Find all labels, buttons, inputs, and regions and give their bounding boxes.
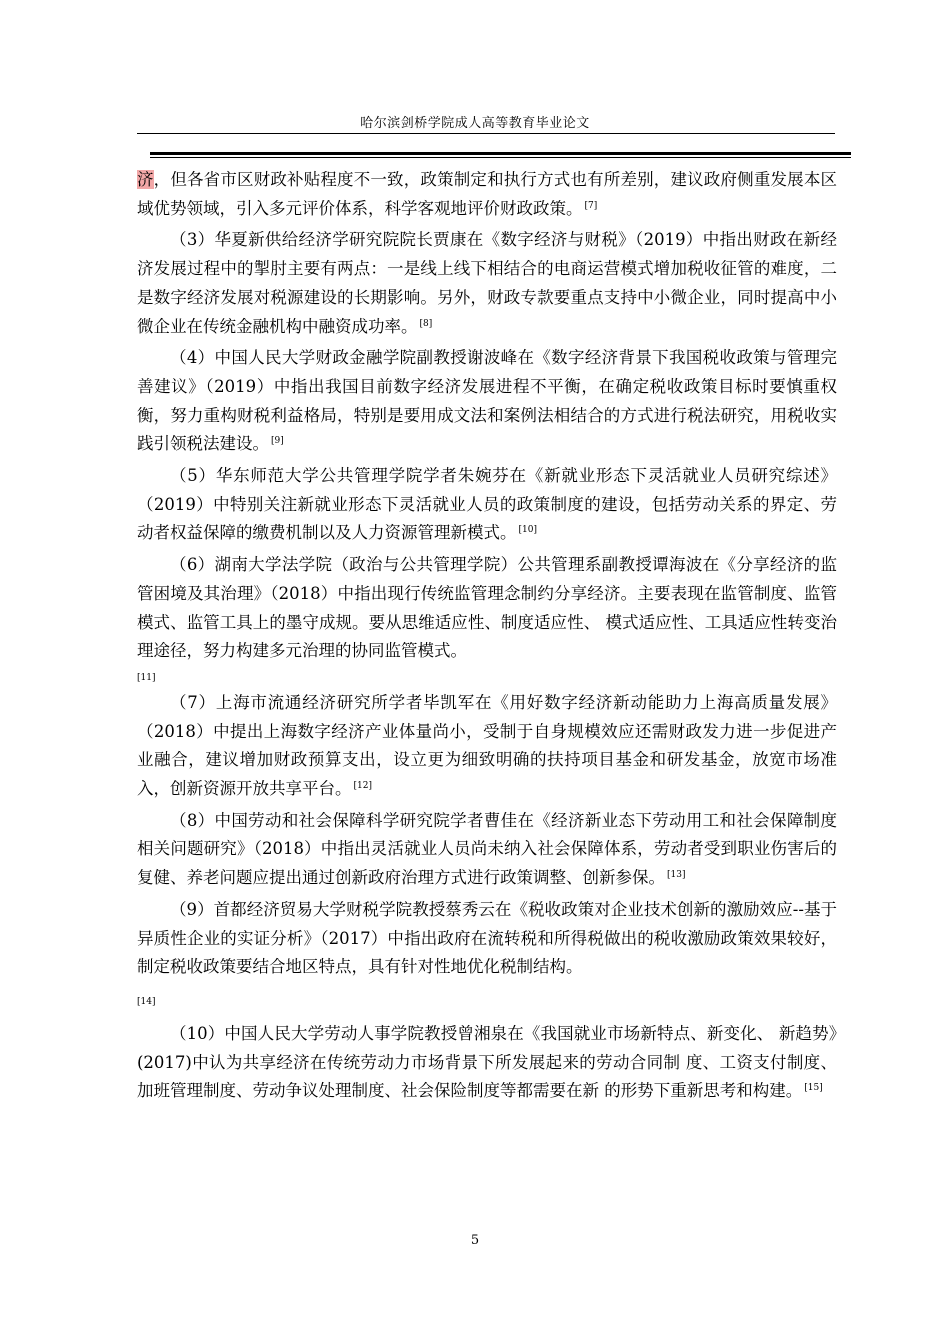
citation-ref: [12] xyxy=(353,781,372,792)
body-text xyxy=(137,166,837,1106)
paragraph-5 xyxy=(137,462,837,548)
paragraph-text: （10）中国人民大学劳动人事学院教授曾湘泉在《我国就业市场新特点、新变化、 新趋势》(2017)中认为共享经济在传统劳动力市场背景下所发展起来的劳动合同制 度、工资支付制度、加班管理制度、劳动争议处理制度、社会保险制度等都需要在新 的形势下重新思考和构建。 xyxy=(137,1023,837,1101)
paragraph-text: （8）中国劳动和社会保障科学研究院学者曹佳在《经济新业态下劳动用工和社会保障制度相关问题研究》（2018）中指出灵活就业人员尚未纳入社会保障体系，劳动者受到职业伤害后的复健、养老问题应提出通过创新政府治理方式进行政策调整、创新参保。 xyxy=(137,810,837,888)
paragraph-text: （4）中国人民大学财政金融学院副教授谢波峰在《数字经济背景下我国税收政策与管理完善建议》（2019）中指出我国目前数字经济发展进程不平衡，在确定税收政策目标时要慎重权衡，努力重构财税利益格局，特别是要用成文法和案例法相结合的方式进行税法研究，用税收实践引领税法建设。 xyxy=(137,348,837,454)
citation-ref: [11] xyxy=(137,672,156,683)
paragraph-text: （7）上海市流通经济研究所学者毕凯军在《用好数字经济新动能助力上海高质量发展》（2018）中提出上海数字经济产业体量尚小，受制于自身规模效应还需财政发力进一步促进产业融合，建议增加财政预算支出，设立更为细致明确的扶持项目基金和研发基金，放宽市场准入，创新资源开放共享平台。 xyxy=(137,692,837,799)
paragraph-9 xyxy=(137,896,837,982)
header-rule xyxy=(137,133,835,134)
paragraph-6 xyxy=(137,551,837,666)
paragraph-7 xyxy=(137,689,837,804)
header-title: 哈尔滨剑桥学院成人高等教育毕业论文 xyxy=(360,116,590,131)
paragraph-10 xyxy=(137,1020,837,1106)
paragraph-text: （3）华夏新供给经济学研究院院长贾康在《数字经济与财税》（2019）中指出财政在新经济发展过程中的掣肘主要有两点：一是线上线下相结合的电商运营模式增加税收征管的难度，二是数字经济发展对税源建设的长期影响。另外，财政专款要重点支持中小微企业，同时提高中小微企业在传统金融机构中融资成功率。 xyxy=(137,230,837,336)
paragraph-3 xyxy=(137,226,837,341)
paragraph-text: （5）华东师范大学公共管理学院学者朱婉芬在《新就业形态下灵活就业人员研究综述》（2019）中特别关注新就业形态下灵活就业人员的政策制度的建设，包括劳动关系的界定、劳动者权益保障的缴费机制以及人力资源管理新模式。 xyxy=(137,466,837,543)
citation-ref: [13] xyxy=(667,870,686,881)
page-number: 5 xyxy=(470,1233,480,1248)
citation-ref: [8] xyxy=(419,318,433,329)
paragraph-text: （6）湖南大学法学院（政治与公共管理学院）公共管理系副教授谭海波在《分享经济的监管困境及其治理》（2018）中指出现行传统监管理念制约分享经济。主要表现在监管制度、监管模式、监管工具上的墨守成规。要从思维适应性、制度适应性、 模式适应性、工具适应性转变治理途径，努力构建多元治理的协同监管模式。 xyxy=(137,555,837,661)
citation-ref: [15] xyxy=(804,1083,823,1094)
section-rule-thick xyxy=(150,152,851,155)
paragraph-8 xyxy=(137,807,837,893)
citation-ref: [7] xyxy=(584,200,598,211)
paragraph-continuation xyxy=(137,166,837,223)
paragraph-4 xyxy=(137,344,837,459)
paragraph-text: ，但各省市区财政补贴程度不一致，政策制定和执行方式也有所差别，建议政府侧重发展本区域优势领域，引入多元评价体系，科学客观地评价财政政策。 xyxy=(137,170,838,218)
paragraph-text: （9）首都经济贸易大学财税学院教授蔡秀云在《税收政策对企业技术创新的激励效应--基于异质性企业的实证分析》（2017）中指出政府在流转税和所得税做出的税收激励政策效果较好，制定税收政策要结合地区特点，具有针对性地优化税制结构。 xyxy=(137,899,837,977)
section-rule-thin xyxy=(150,157,851,158)
citation-ref: [10] xyxy=(518,525,537,536)
citation-ref: [9] xyxy=(271,436,284,447)
highlighted-char: 济 xyxy=(137,170,154,189)
citation-ref: [14] xyxy=(137,996,156,1007)
